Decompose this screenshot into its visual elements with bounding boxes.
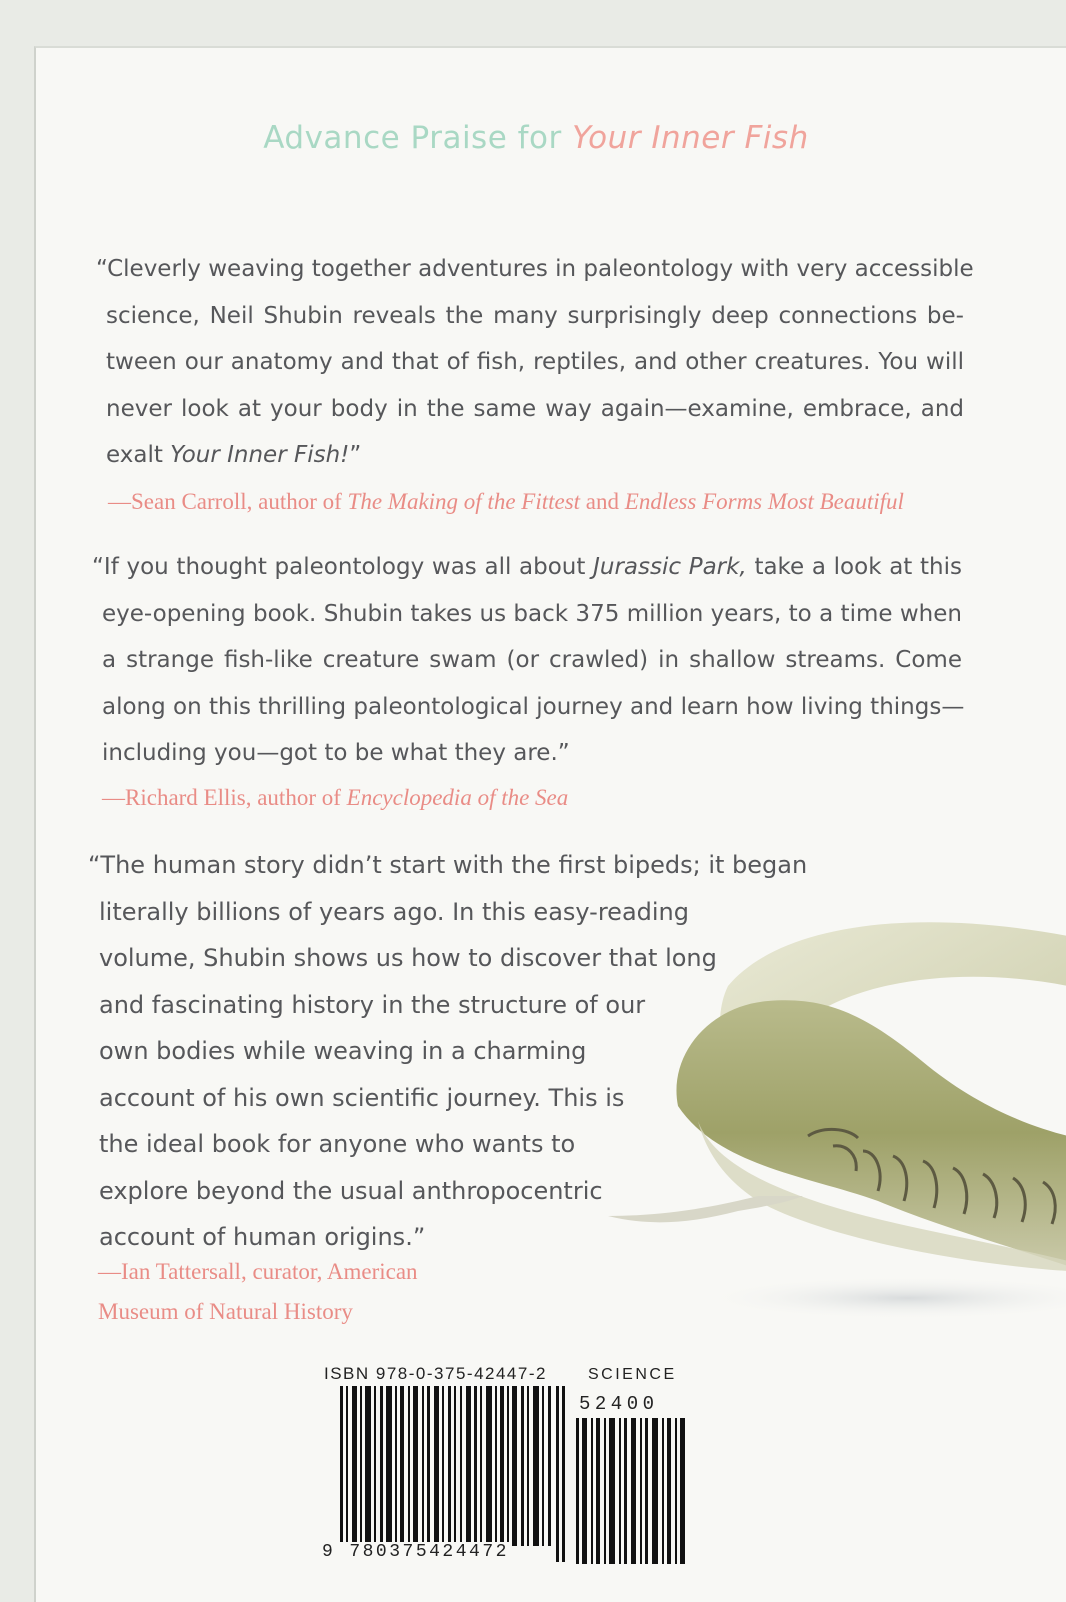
attribution-tattersall <box>98 1252 418 1332</box>
fish-pectoral-fin <box>608 1196 803 1222</box>
quote-line: and fascinating history in the structure of our <box>99 990 646 1019</box>
quote-book-title: Jurassic Park, <box>593 554 747 580</box>
quote-line: never look at your body in the same way again—examine, embrace, and <box>106 395 964 422</box>
quote-carroll <box>96 246 974 479</box>
attribution-book-title: Endless Forms Most Beautiful <box>624 489 904 514</box>
quote-line: volume, Shubin shows us how to discover that long <box>99 944 717 972</box>
quote-line: a strange fish-like creature swam (or crawled) in shallow streams. Come <box>102 647 962 673</box>
quote-line: tween our anatomy and that of fish, reptiles, and other creatures. You will <box>106 349 964 375</box>
quote-text: ” <box>349 442 362 468</box>
quote-line: the ideal book for anyone who wants to <box>99 1130 576 1158</box>
quote-text: take a look at this <box>746 554 962 580</box>
isbn-label: ISBN 978-0-375-42447-2 <box>324 1364 547 1383</box>
attribution-book-title: Encyclopedia of the Sea <box>346 785 569 810</box>
attribution-line: Museum of Natural History <box>98 1299 353 1324</box>
quote-line: science, Neil Shubin reveals the many surprisingly deep connections be- <box>106 302 964 329</box>
attribution-book-title: The Making of the Fittest <box>347 489 581 514</box>
quote-line <box>92 544 962 591</box>
barcode-number: 780375424472 <box>349 1542 509 1562</box>
attribution-ellis <box>102 778 568 818</box>
quote-text: exalt <box>106 442 171 468</box>
quote-ellis <box>92 544 965 777</box>
quote-line: own bodies while weaving in a charming <box>99 1037 587 1065</box>
heading-book-title: Your Inner Fish <box>572 120 809 156</box>
isbn-barcode <box>340 1386 566 1562</box>
quote-line <box>96 432 964 479</box>
quote-line: “The human story didn’t start with the first bipeds; it began <box>88 851 808 879</box>
fish-shadow <box>698 1276 1066 1320</box>
price-code: 52400 <box>579 1393 659 1415</box>
barcode-lead-digit: 9 <box>322 1542 336 1562</box>
back-cover <box>34 46 1066 1602</box>
quote-line: account of human origins.” <box>99 1223 426 1251</box>
quote-line: “Cleverly weaving together adventures in paleontology with very accessible <box>96 256 974 282</box>
quote-line: eye-opening book. Shubin takes us back 375 million years, to a time when <box>102 600 962 627</box>
attribution-text: —Richard Ellis, author of <box>102 785 347 810</box>
attribution-line: —Ian Tattersall, curator, American <box>98 1259 418 1284</box>
attribution-text: and <box>580 489 625 514</box>
quote-line: explore beyond the usual anthropocentric <box>99 1176 603 1205</box>
price-barcode <box>576 1418 688 1564</box>
quote-text: “If you thought paleontology was all about <box>92 554 594 580</box>
quote-book-title: Your Inner Fish! <box>170 442 350 468</box>
quote-line: including you—got to be what they are.” <box>102 740 570 766</box>
subject-label: SCIENCE <box>588 1366 677 1383</box>
quote-line: account of his own scientific journey. This is <box>99 1083 625 1112</box>
attribution-carroll <box>108 482 904 522</box>
praise-heading <box>36 120 1036 156</box>
attribution-text: —Sean Carroll, author of <box>108 489 348 514</box>
barcode-digits <box>320 1542 511 1562</box>
heading-prefix: Advance Praise for <box>263 120 562 156</box>
fish-illustration <box>608 906 1066 1376</box>
quote-line: along on this thrilling paleontological journey and learn how living things— <box>102 693 965 720</box>
quote-line: literally billions of years ago. In this easy-reading <box>99 897 690 926</box>
